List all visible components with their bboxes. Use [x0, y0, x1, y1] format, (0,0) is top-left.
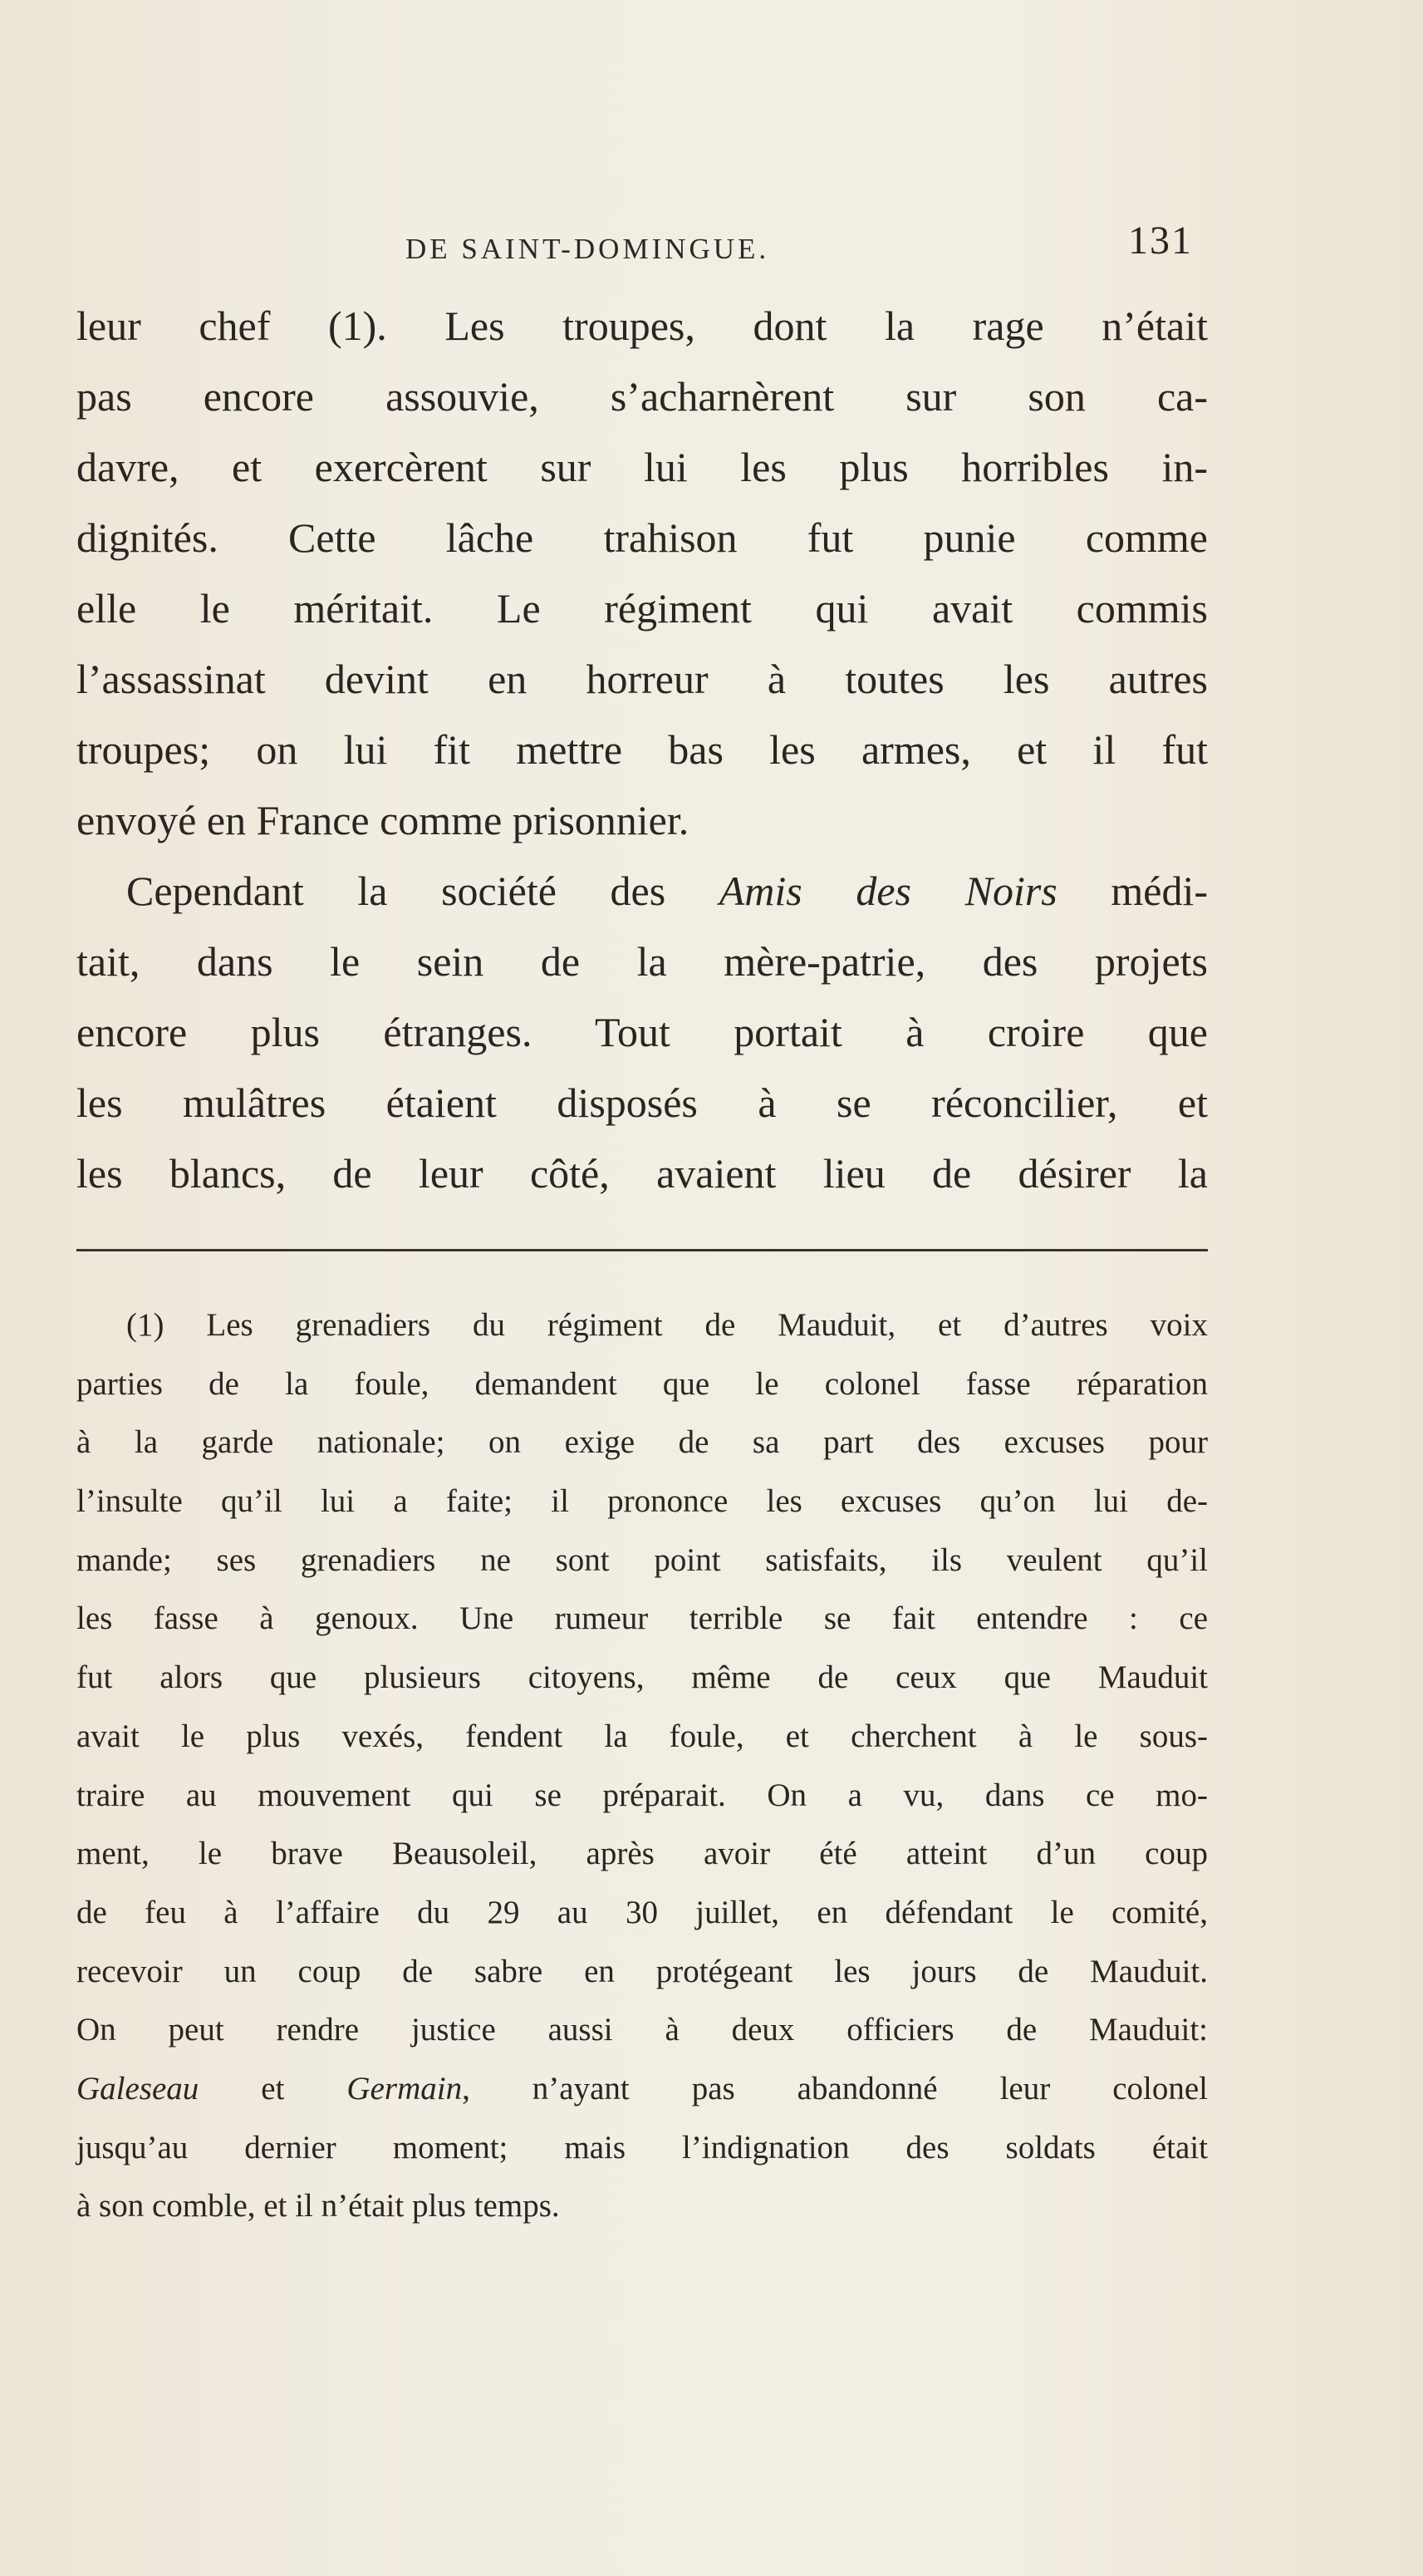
- text-line: leur chef (1). Les troupes, dont la rage n’était: [76, 302, 1208, 349]
- italic-name: Galeseau: [76, 2070, 199, 2107]
- page-header: [76, 218, 1208, 284]
- footnote-line: (1) Les grenadiers du régiment de Mauduit, et d’autres voix: [126, 1307, 1208, 1343]
- text-line: troupes; on lui fit mettre bas les armes, et il fut: [76, 726, 1208, 773]
- footnote-line: l’insulte qu’il lui a faite; il prononce les excuses qu’on lui de-: [76, 1483, 1208, 1520]
- page-number: 131: [1128, 219, 1193, 263]
- text-line: dignités. Cette lâche trahison fut punie comme: [76, 514, 1208, 561]
- footnote-line: parties de la foule, demandent que le colonel fasse réparation: [76, 1365, 1208, 1402]
- footnote-rule: [76, 1249, 1208, 1251]
- text-line: pas encore assouvie, s’acharnèrent sur son ca-: [76, 373, 1208, 420]
- text-line: l’assassinat devint en horreur à toutes les autres: [76, 656, 1208, 702]
- text-line: les blancs, de leur côté, avaient lieu de désirer la: [76, 1150, 1208, 1197]
- text-line: encore plus étranges. Tout portait à croire que: [76, 1009, 1208, 1055]
- footnote-line: [76, 2060, 1208, 2119]
- footnote-line: On peut rendre justice aussi à deux officiers de Mauduit:: [76, 2012, 1208, 2048]
- footnote-line: les fasse à genoux. Une rumeur terrible se fait entendre : ce: [76, 1600, 1208, 1637]
- footnote-line: à la garde nationale; on exige de sa part des excuses pour: [76, 1424, 1208, 1461]
- footnote-line: jusqu’au dernier moment; mais l’indignation des soldats était: [76, 2129, 1208, 2166]
- footnote-line: fut alors que plusieurs citoyens, même de ceux que Mauduit: [76, 1659, 1208, 1696]
- footnote: [76, 1296, 1208, 2236]
- footnote-line: mande; ses grenadiers ne sont point satisfaits, ils veulent qu’il: [76, 1541, 1208, 1578]
- text-line: envoyé en France comme prisonnier.: [76, 797, 689, 843]
- footnote-line: avait le plus vexés, fendent la foule, et cherchent à le sous-: [76, 1718, 1208, 1754]
- paragraph-start-line: [76, 856, 1208, 927]
- text-line: tait, dans le sein de la mère-patrie, des projets: [76, 938, 1208, 985]
- text-line: les mulâtres étaient disposés à se réconcilier, et: [76, 1079, 1208, 1126]
- footnote-line: traire au mouvement qui se préparait. On a vu, dans ce mo-: [76, 1777, 1208, 1813]
- running-head: DE SAINT-DOMINGUE.: [405, 233, 770, 265]
- italic-name: Germain: [346, 2070, 463, 2107]
- footnote-line: ment, le brave Beausoleil, après avoir été atteint d’un coup: [76, 1836, 1208, 1872]
- italic-title: Amis des Noirs: [719, 868, 1057, 914]
- main-text: [76, 291, 1208, 1209]
- text-line: davre, et exercèrent sur lui les plus horribles in-: [76, 444, 1208, 490]
- text-span: Cependant la société des: [126, 868, 719, 914]
- footnote-line: recevoir un coup de sabre en protégeant les jours de Mauduit.: [76, 1953, 1208, 1989]
- text-span: et: [199, 2070, 347, 2107]
- text-span: médi-: [1057, 868, 1208, 914]
- text-line: elle le méritait. Le régiment qui avait commis: [76, 585, 1208, 632]
- footnote-line: à son comble, et il n’était plus temps.: [76, 2188, 560, 2225]
- text-span: , n’ayant pas abandonné leur colonel: [462, 2070, 1208, 2107]
- footnote-line: de feu à l’affaire du 29 au 30 juillet, en défendant le comité,: [76, 1894, 1208, 1930]
